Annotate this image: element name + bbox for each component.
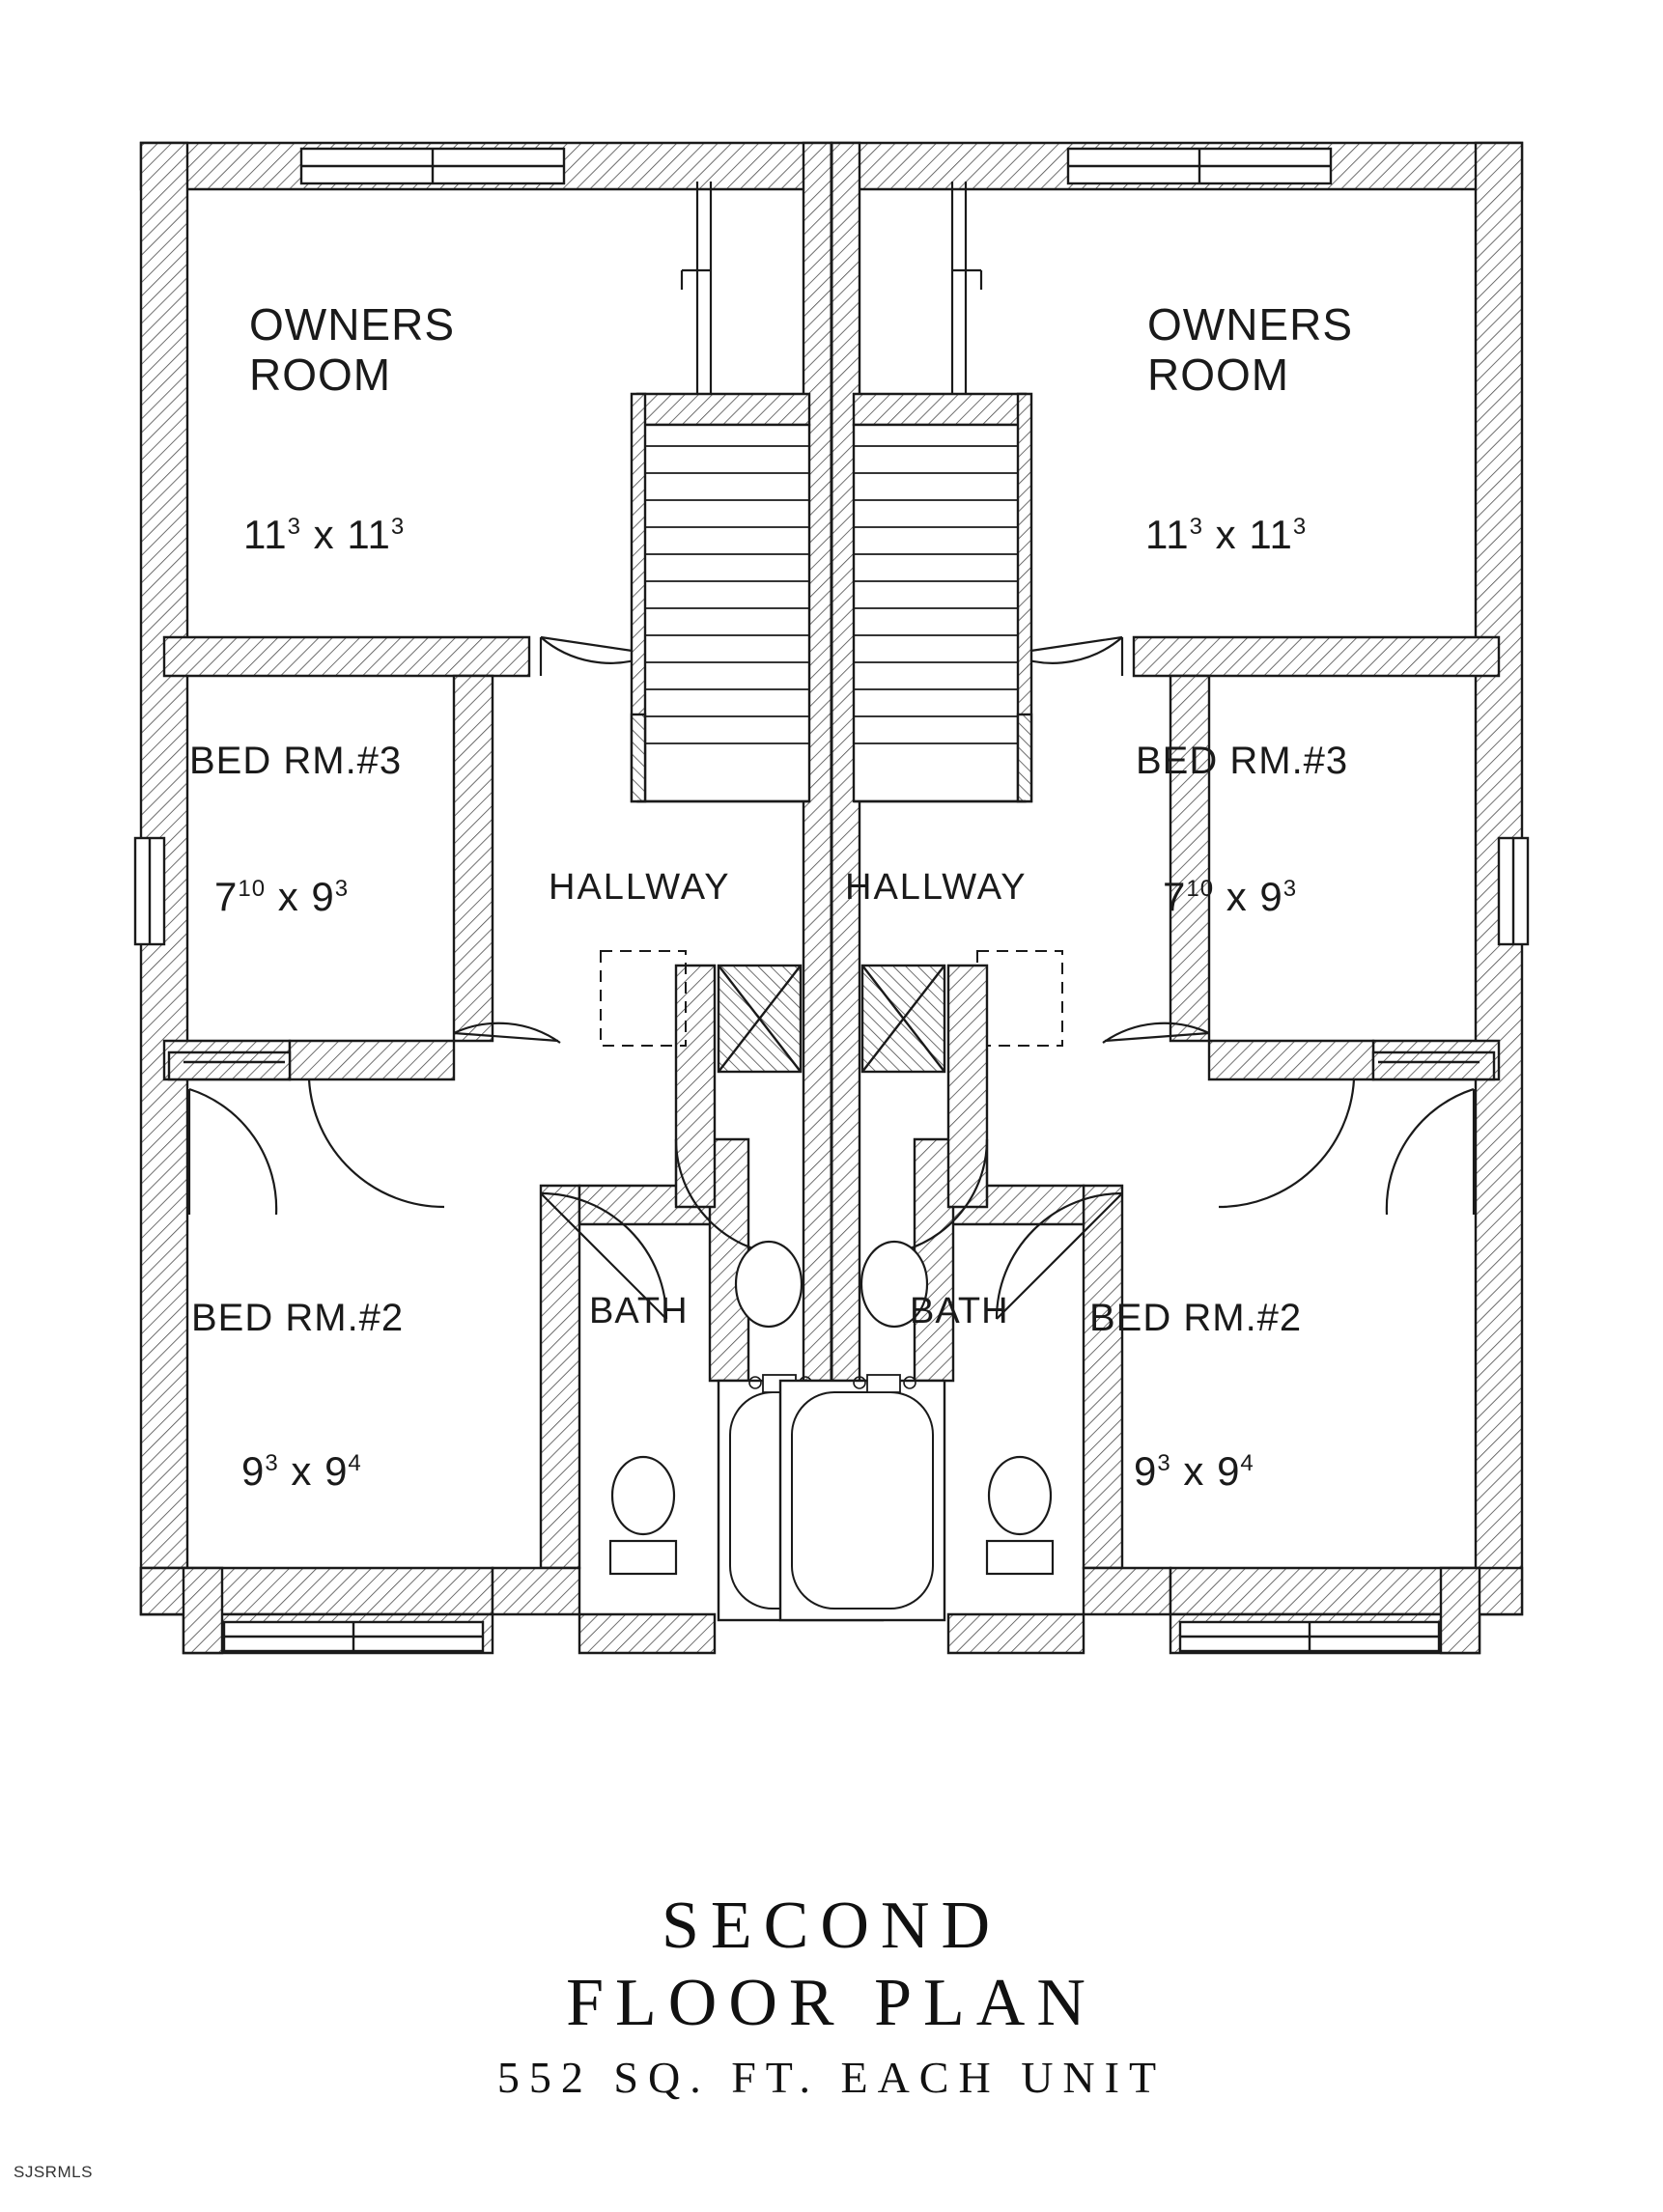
room-dim-owners-left: $11^3$ x $11^3$ — [243, 512, 406, 557]
room-dim-bed3-left: $7^{10}$ x $9^3$ — [214, 874, 350, 919]
room-label-owners-right: OWNERS ROOM — [1147, 299, 1353, 400]
wall-left-bed2-bath — [541, 1186, 579, 1568]
room-dim-bed2-left: $9^3$ x $9^4$ — [241, 1448, 362, 1494]
right-bed3-closet — [1373, 1052, 1494, 1079]
room-dim-owners-right: $11^3$ x $11^3$ — [1145, 512, 1308, 557]
title-subtitle: 552 SQ. FT. EACH UNIT — [496, 2053, 1167, 2102]
title-line-1: SECOND — [661, 1889, 1002, 1963]
room-label-hallway-left: HALLWAY — [549, 867, 731, 908]
room-label-owners-left — [249, 299, 455, 400]
door-swing-left-bed3-door — [309, 1079, 444, 1207]
window-top-right — [1068, 149, 1331, 183]
room-label-bed3-right: BED RM.#3 — [1136, 740, 1349, 782]
wall-right-hall-bath — [948, 966, 987, 1207]
title-block — [0, 1888, 1663, 2108]
window-bottom-left — [224, 1622, 483, 1651]
room-label-bed2-left: BED RM.#2 — [191, 1297, 405, 1339]
door-swing-left-closet — [189, 1089, 276, 1215]
room-label-bath-left: BATH — [589, 1291, 689, 1331]
wall-right-bed2-bath — [1084, 1186, 1122, 1568]
right-linen-closet — [862, 966, 944, 1072]
window-right-side — [1499, 838, 1528, 944]
window-left-side — [135, 838, 164, 944]
room-dim-bed2-right: $9^3$ x $9^4$ — [1134, 1448, 1254, 1494]
label-text: ROOM — [249, 350, 392, 400]
left-linen-closet — [719, 966, 801, 1072]
window-bottom-right — [1180, 1622, 1439, 1651]
wall-left-owners-bed3 — [164, 637, 529, 676]
wall-right-owners-bed3 — [1134, 637, 1499, 676]
room-label-bed3-left: BED RM.#3 — [189, 740, 403, 782]
wall-left-bed3-hall — [454, 676, 493, 1041]
stair-left — [632, 182, 809, 801]
stair-right — [854, 182, 1031, 801]
left-hall-shelf-2 — [977, 951, 1062, 1046]
left-toilet — [610, 1457, 676, 1574]
room-dim-bed3-right: $7^{10}$ x $9^3$ — [1163, 874, 1298, 919]
door-swing-right-bed3-door — [1219, 1079, 1354, 1207]
right-toilet — [987, 1457, 1053, 1574]
left-hall-shelf — [601, 951, 686, 1046]
window-top-left — [301, 149, 564, 183]
door-swing-right-closet — [1387, 1089, 1474, 1215]
wall-right-bed3-hall — [1170, 676, 1209, 1041]
room-label-bath-right: BATH — [910, 1291, 1009, 1331]
watermark: SJSRMLS — [14, 2163, 93, 2181]
title-line-2: FLOOR PLAN — [566, 1966, 1097, 2040]
left-sink — [736, 1242, 802, 1327]
room-label-hallway-right: HALLWAY — [845, 867, 1028, 908]
label-text: OWNERS — [249, 299, 455, 350]
room-label-bed2-right: BED RM.#2 — [1089, 1297, 1303, 1339]
right-bathtub — [780, 1375, 944, 1620]
wall-left-hall-bath — [676, 966, 715, 1207]
left-bed3-closet — [169, 1052, 290, 1079]
